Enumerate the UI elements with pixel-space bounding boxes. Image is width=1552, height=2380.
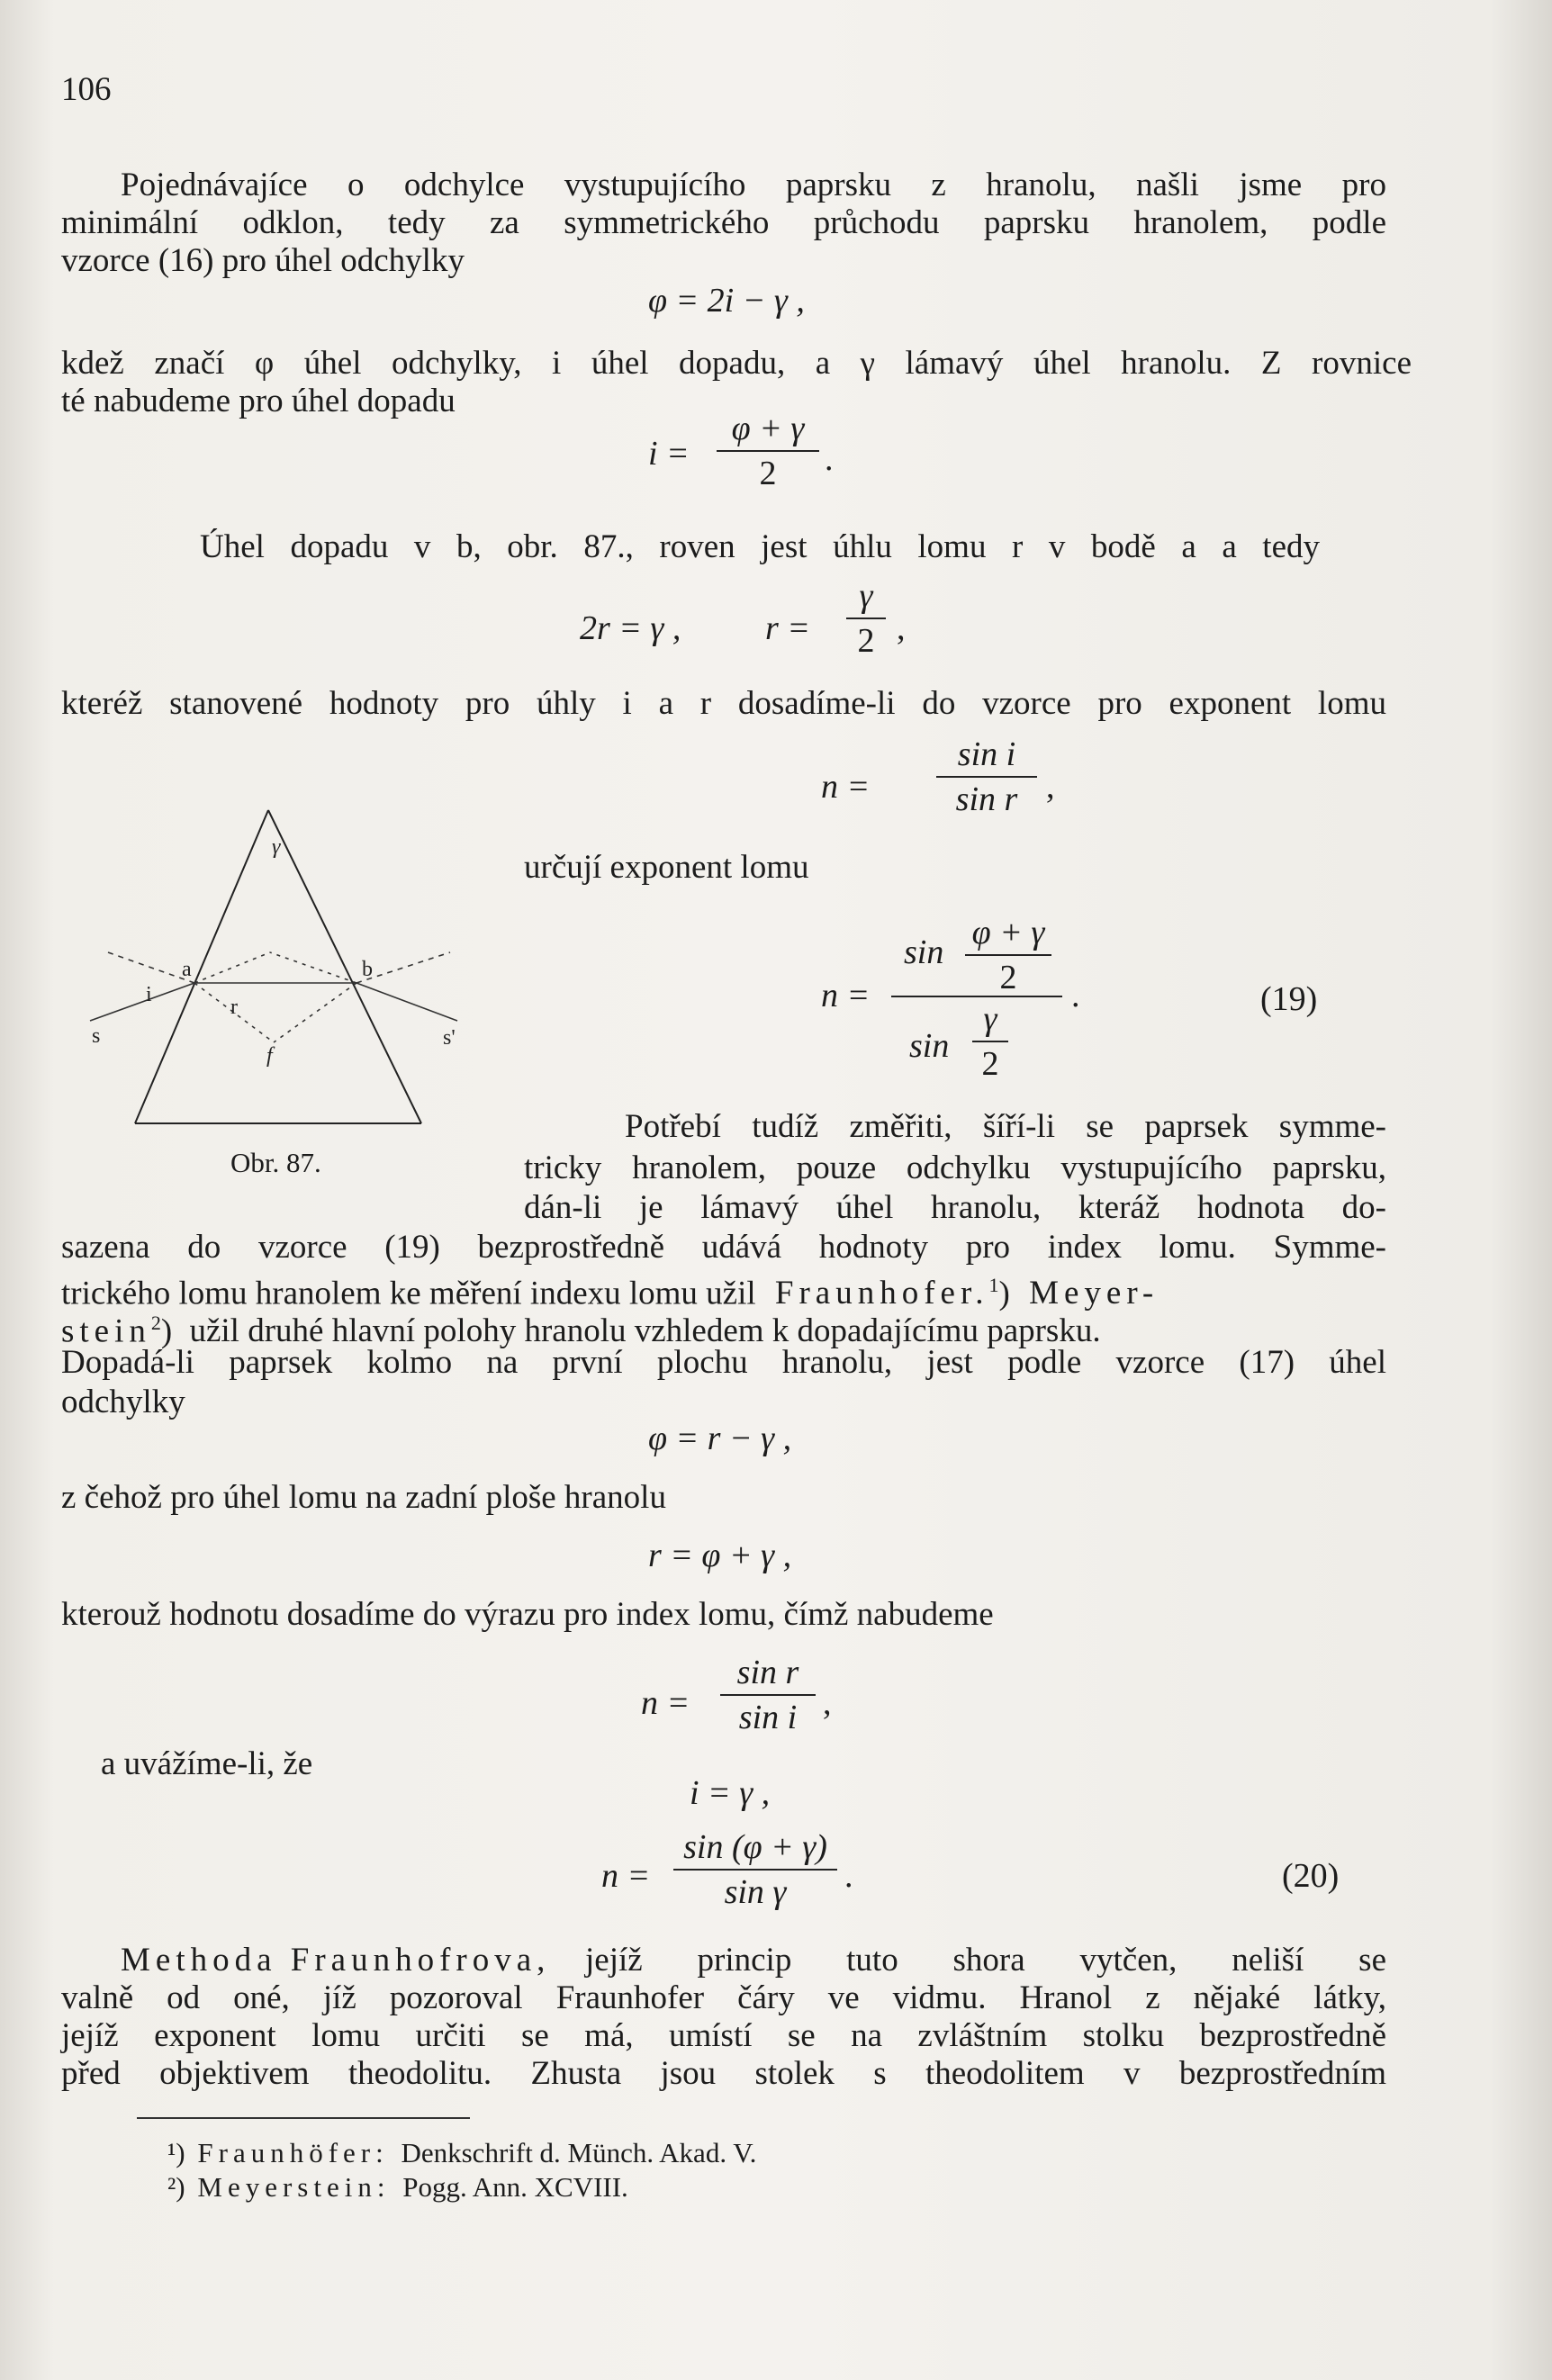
fraction-numerator: sin (φ + γ) bbox=[683, 1828, 827, 1866]
figure-caption: Obr. 87. bbox=[230, 1147, 321, 1178]
equation-19-fraction bbox=[891, 913, 1062, 1083]
para3: Úhel dopadu v b, obr. 87., roven jest úhlu lomu r v bodě a a tedy bbox=[200, 528, 1320, 565]
dotted-b bbox=[270, 952, 356, 983]
equation-20-lhs: n = bbox=[601, 1857, 651, 1895]
para6-line6-text: užil druhé hlavní polohy hranolu vzhledem k dopadajícímu paprsku. bbox=[189, 1312, 1101, 1350]
para9: a uvážíme-li, že bbox=[101, 1745, 313, 1782]
equation-19-label: (19) bbox=[1260, 980, 1318, 1018]
figure-label-i: i bbox=[146, 983, 152, 1006]
fraction-numerator: sin i bbox=[957, 735, 1016, 773]
fraction-denominator: 2 bbox=[999, 959, 1017, 996]
footnote-2-mark: ²) bbox=[167, 2171, 185, 2203]
fraunhofer-name: Fraunhofer. bbox=[774, 1275, 989, 1312]
fraction-denominator: 2 bbox=[981, 1045, 999, 1083]
equation-20-label: (20) bbox=[1282, 1857, 1340, 1895]
equation-i-lhs: i = bbox=[648, 435, 690, 473]
equation-phi: φ = 2i − γ , bbox=[648, 282, 805, 320]
equation-n1-lhs: n = bbox=[821, 768, 871, 806]
para6-line1: Potřebí tudíž změřiti, šíří-li se paprsek symme- bbox=[625, 1108, 1386, 1145]
fraction-numerator: γ bbox=[859, 577, 873, 615]
prism-figure bbox=[81, 785, 477, 1145]
fraction-numerator: φ + γ bbox=[731, 410, 805, 447]
para10-line1-text: jejíž princip tuto shora vytčen, neliší se bbox=[585, 1942, 1386, 1979]
page-number: 106 bbox=[61, 71, 112, 108]
fraction-numerator: φ + γ bbox=[971, 914, 1045, 951]
figure-label-a: a bbox=[182, 958, 192, 981]
equation-2r: 2r = γ , bbox=[580, 609, 681, 647]
fraction-denominator: sin r bbox=[955, 780, 1018, 818]
equation-19-top-fraction bbox=[965, 913, 1051, 997]
para4: kteréž stanovené hodnoty pro úhly i a r dosadíme-li do vzorce pro exponent lomu bbox=[61, 685, 1386, 722]
extension-b bbox=[274, 983, 356, 1042]
figure-label-b: b bbox=[362, 958, 373, 981]
equation-r-fraction bbox=[846, 576, 886, 661]
equation-19-main-bar bbox=[891, 996, 1062, 997]
footnote-ref-2: 2 bbox=[150, 1312, 161, 1334]
para5: určují exponent lomu bbox=[524, 849, 809, 886]
figure-label-f: f bbox=[266, 1044, 273, 1068]
para8: kterouž hodnotu dosadíme do výrazu pro index lomu, čímž nabudeme bbox=[61, 1596, 994, 1633]
fraction-bar bbox=[965, 954, 1051, 956]
footnote-rule bbox=[137, 2117, 470, 2119]
fraction-numerator: sin r bbox=[736, 1654, 799, 1691]
footnote-2-text: Pogg. Ann. XCVIII. bbox=[402, 2171, 628, 2203]
equation-n2-fraction bbox=[720, 1653, 816, 1737]
figure-label-s-prime: s' bbox=[443, 1026, 456, 1050]
equation-20-fraction bbox=[673, 1827, 837, 1912]
footnote-ref-close: ) bbox=[160, 1312, 173, 1350]
fraction-bar bbox=[673, 1869, 837, 1871]
fraction-denominator: 2 bbox=[759, 455, 777, 492]
para2-line2: té nabudeme pro úhel dopadu bbox=[61, 383, 456, 419]
equation-19-sin-top: sin bbox=[904, 933, 944, 971]
para1-line1: Pojednávajíce o odchylce vystupujícího paprsku z hranolu, našli jsme pro bbox=[121, 167, 1386, 203]
equation-20-tail: . bbox=[844, 1857, 853, 1895]
para10-line2: valně od oné, jíž pozoroval Fraunhofer čáry ve vidmu. Hranol z nějaké látky, bbox=[61, 1979, 1386, 2016]
fraction-bar bbox=[936, 776, 1037, 778]
equation-19-lhs: n = bbox=[821, 977, 871, 1014]
emergent-ray bbox=[356, 983, 457, 1021]
fraunhofer-method: Methoda Fraunhofrova, bbox=[121, 1942, 551, 1979]
para10-line3: jejíž exponent lomu určiti se má, umístí se na zvláštním stolku bezprostředně bbox=[61, 2017, 1386, 2054]
para6-line2: tricky hranolem, pouze odchylku vystupujícího paprsku, bbox=[524, 1149, 1386, 1186]
footnote-2 bbox=[167, 2169, 628, 2205]
fraction-denominator: sin i bbox=[738, 1699, 798, 1736]
para6-line3: dán-li je lámavý úhel hranolu, kteráž hodnota do- bbox=[524, 1189, 1386, 1226]
equation-i2: i = γ , bbox=[690, 1774, 771, 1812]
equation-i-fraction bbox=[717, 409, 819, 493]
figure-label-r: r bbox=[230, 996, 238, 1019]
equation-n1-fraction bbox=[936, 735, 1037, 819]
fraction-bar bbox=[717, 450, 819, 452]
equation-19-sin-bottom: sin bbox=[909, 1027, 950, 1065]
footnote-1-mark: ¹) bbox=[167, 2137, 185, 2168]
para6-line4: sazena do vzorce (19) bezprostředně udává hodnoty pro index lomu. Symme- bbox=[61, 1229, 1386, 1266]
equation-r-lhs: r = bbox=[765, 609, 810, 647]
para7: z čehož pro úhel lomu na zadní ploše hranolu bbox=[61, 1479, 666, 1516]
fraction-denominator: 2 bbox=[857, 622, 875, 660]
fraction-bar bbox=[972, 1041, 1008, 1042]
footnote-1-author: Fraunhöfer: bbox=[197, 2137, 389, 2168]
footnote-2-author: Meyerstein: bbox=[197, 2171, 391, 2203]
equation-19-bottom-fraction bbox=[972, 999, 1008, 1084]
equation-i-tail: . bbox=[825, 440, 834, 478]
fraction-numerator: γ bbox=[983, 1000, 997, 1038]
equation-n2-tail: , bbox=[823, 1684, 832, 1722]
fraction-bar bbox=[720, 1694, 816, 1696]
para2-line1: kdež značí φ úhel odchylky, i úhel dopadu, a γ lámavý úhel hranolu. Z rovnice bbox=[61, 345, 1412, 382]
figure-label-s: s bbox=[92, 1024, 101, 1048]
para10-line4: před objektivem theodolitu. Zhusta jsou stolek s theodolitem v bezprostředním bbox=[61, 2055, 1386, 2092]
para6-line7: Dopadá-li paprsek kolmo na první plochu hranolu, jest podle vzorce (17) úhel bbox=[61, 1344, 1386, 1381]
footnote-ref-close: ) bbox=[998, 1275, 1010, 1312]
meyerstein-name-end: stein bbox=[61, 1312, 151, 1350]
meyerstein-name-part: Meyer- bbox=[1029, 1275, 1159, 1312]
equation-phi2: φ = r − γ , bbox=[648, 1420, 792, 1457]
equation-r-tail: , bbox=[897, 609, 906, 647]
para1-line2: minimální odklon, tedy za symmetrického průchodu paprsku hranolem, podle bbox=[61, 204, 1386, 241]
para1-line3: vzorce (16) pro úhel odchylky bbox=[61, 242, 465, 279]
equation-n1-tail: , bbox=[1046, 768, 1055, 806]
footnote-1 bbox=[167, 2135, 756, 2171]
equation-n2-lhs: n = bbox=[641, 1684, 690, 1722]
fraction-bar bbox=[846, 618, 886, 619]
figure-label-apex: γ bbox=[272, 835, 281, 859]
fraction-denominator: sin γ bbox=[724, 1873, 787, 1911]
footnote-1-text: Denkschrift d. Münch. Akad. V. bbox=[401, 2137, 757, 2168]
para6-line5-text: trického lomu hranolem ke měření indexu lomu užil bbox=[61, 1275, 756, 1312]
equation-r2: r = φ + γ , bbox=[648, 1537, 792, 1574]
para6-line8: odchylky bbox=[61, 1384, 185, 1420]
footnote-ref-1: 1 bbox=[988, 1274, 999, 1296]
equation-19-tail: . bbox=[1071, 977, 1080, 1014]
incident-ray bbox=[90, 983, 194, 1021]
